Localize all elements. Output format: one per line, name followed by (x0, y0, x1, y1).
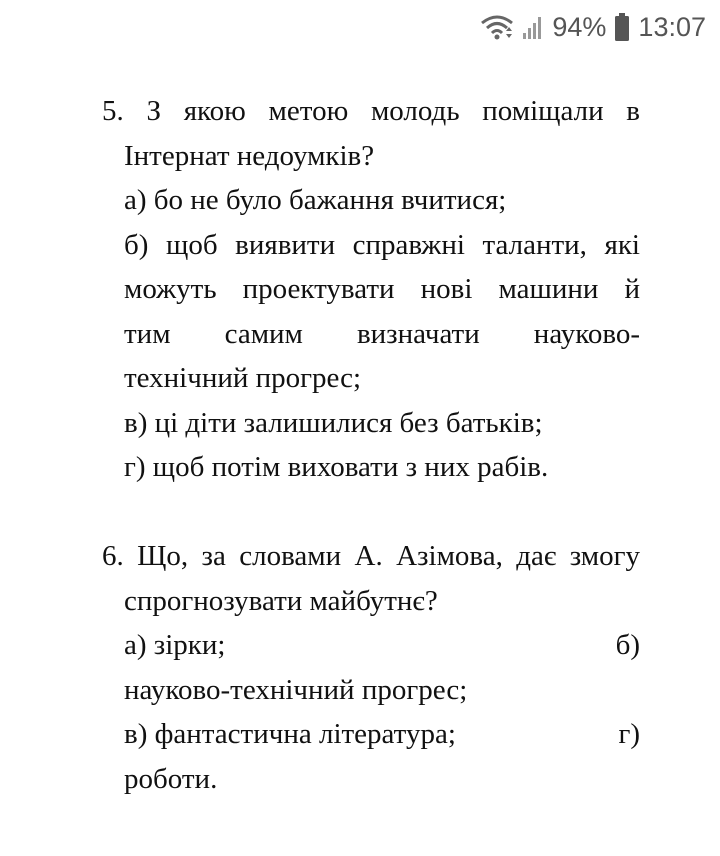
question-6-line-2: спрогнозувати майбутнє? (124, 585, 438, 617)
question-6-option-c: в) фантастична література; (124, 718, 456, 750)
question-6-option-d-text: роботи. (124, 763, 218, 795)
question-5-option-a: а) бо не було бажання вчитися; (124, 184, 507, 216)
wifi-icon (480, 14, 514, 40)
clock-time: 13:07 (638, 11, 706, 42)
question-6-line-1: 6. Що, за словами А. Азімова, дає змогу (102, 540, 640, 572)
question-6-option-d-marker: г) (618, 718, 640, 750)
question-5-line-1: 5. З якою метою молодь поміщали в (102, 95, 640, 127)
battery-percent: 94% (552, 11, 607, 42)
status-bar (0, 0, 720, 52)
question-6-option-row-2 (124, 717, 640, 751)
question-5-option-c: в) ці діти залишилися без батьків; (124, 407, 543, 439)
signal-icon (522, 15, 544, 39)
question-5-option-b-line-3: тим самим визначати науково- (124, 318, 640, 350)
question-5-line-2: Інтернат недоумків? (124, 140, 375, 172)
question-6-option-b-text: науково-технічний прогрес; (124, 674, 468, 706)
question-6-option-b-marker: б) (615, 629, 640, 661)
question-5-option-b-line-2: можуть проектувати нові машини й (124, 273, 640, 305)
status-indicators (480, 8, 706, 46)
question-6-option-a: а) зірки; (124, 629, 226, 661)
question-5-option-b-line-4: технічний прогрес; (124, 362, 362, 394)
question-5-option-d: г) щоб потім виховати з них рабів. (124, 451, 549, 483)
question-5-option-b-line-1: б) щоб виявити справжні таланти, які (124, 229, 640, 261)
battery-icon (614, 13, 630, 41)
question-6-option-row-1 (124, 628, 640, 662)
